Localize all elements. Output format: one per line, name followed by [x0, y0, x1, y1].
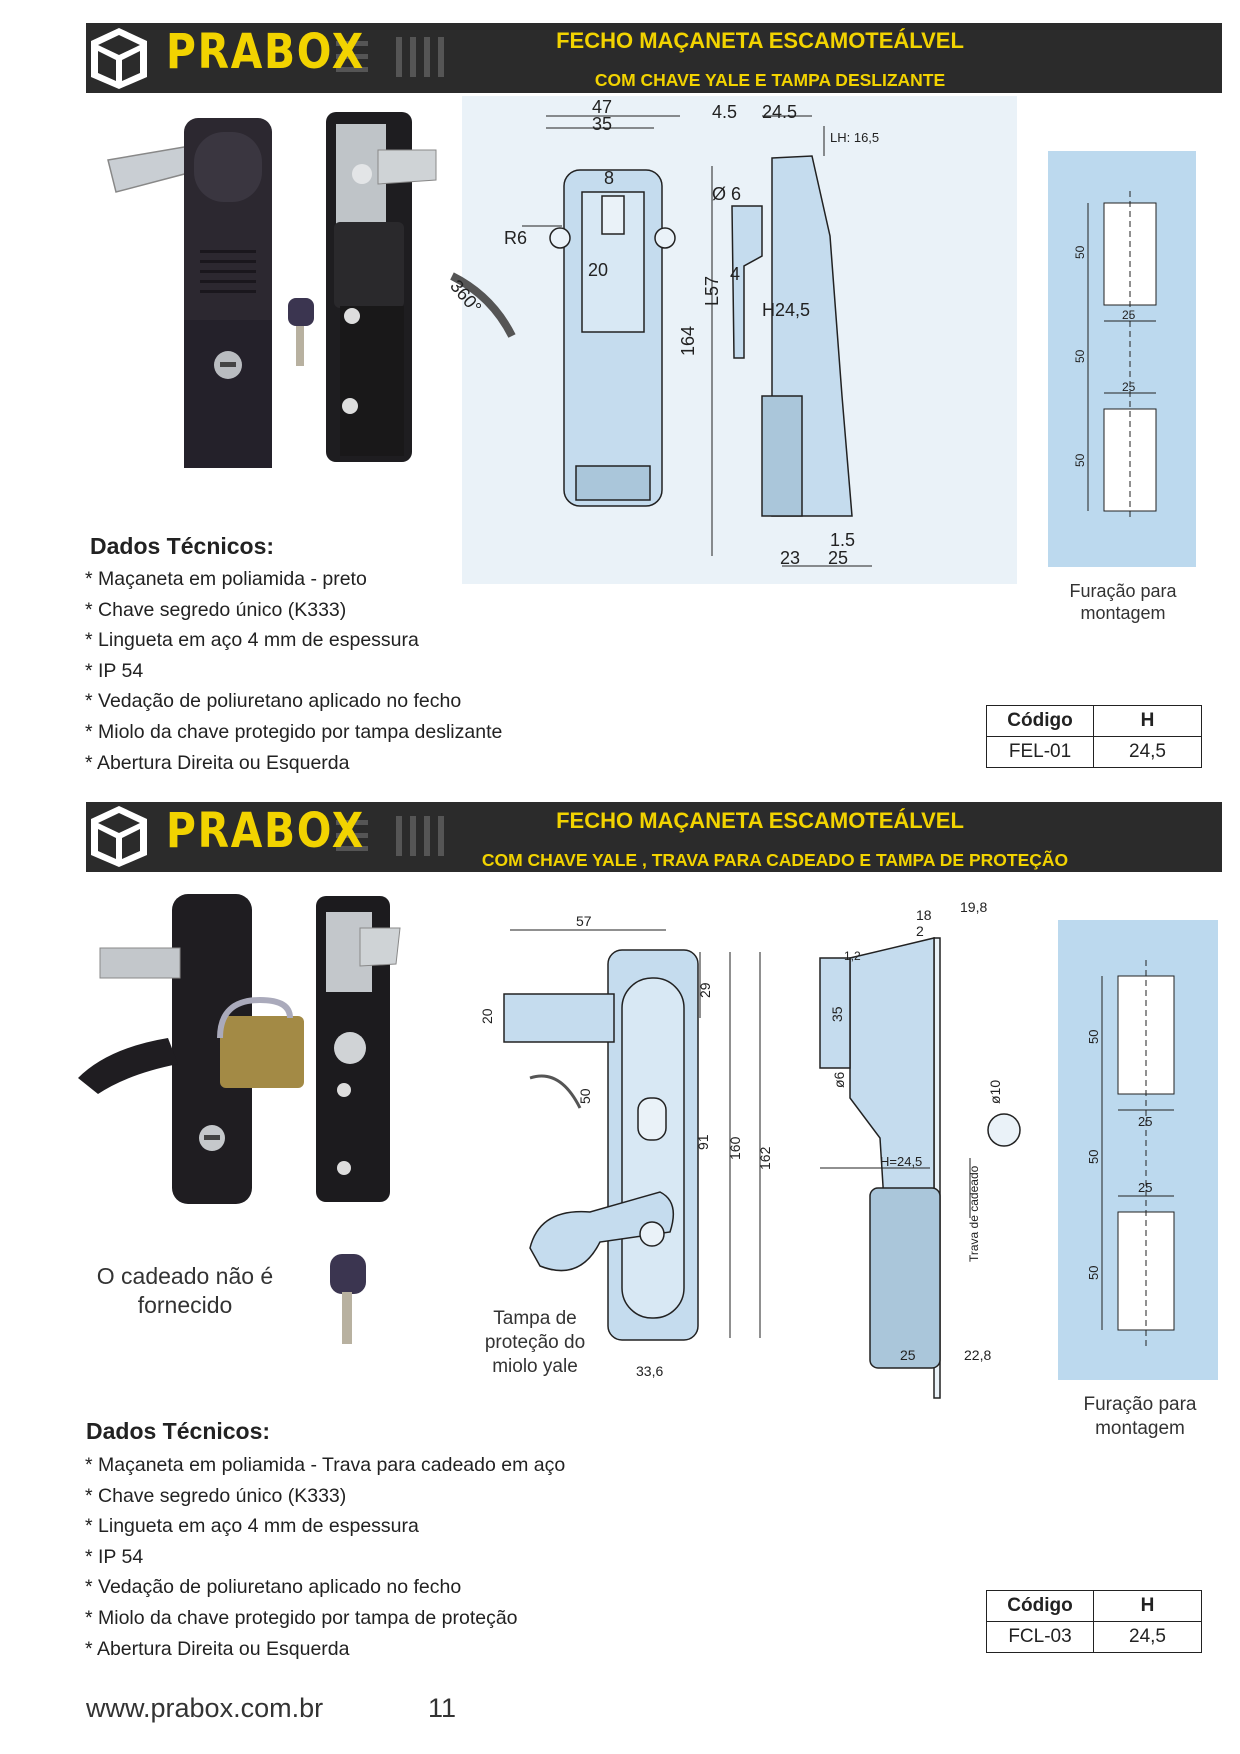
table-cell-h: 24,5: [1094, 1622, 1202, 1653]
footer-url[interactable]: www.prabox.com.br: [86, 1693, 324, 1723]
technical-drawing-fel01: [446, 96, 1017, 584]
dim-24-5: 24.5: [762, 102, 798, 122]
dim-18: 18: [916, 907, 932, 923]
section1-title-line1: FECHO MAÇANETA ESCAMOTEÁLVEL: [556, 28, 964, 53]
dim-160: 160: [727, 1136, 743, 1160]
dim-4-5: 4.5: [712, 102, 738, 122]
dim-360: 360°: [446, 276, 486, 318]
dim-57: 57: [576, 913, 592, 929]
section2-title-line1: FECHO MAÇANETA ESCAMOTEÁLVEL: [556, 808, 964, 833]
dim-h24-5: H24,5: [762, 300, 811, 320]
furac1-h25b: 25: [1122, 380, 1136, 394]
dim-20: 20: [479, 1008, 495, 1024]
dim-23: 23: [780, 548, 801, 568]
dim-20: 20: [588, 260, 609, 280]
dim-35: 35: [829, 1006, 845, 1022]
dim-1-2: 1,2: [844, 949, 861, 963]
furacao-drawing-fel01: [1048, 151, 1196, 567]
dim-33-6: 33,6: [636, 1363, 664, 1379]
brand-name: PRABOX: [166, 803, 365, 859]
dim-l57: L57: [702, 275, 722, 306]
table-header-codigo: Código: [987, 706, 1094, 737]
spec-item: * IP 54: [85, 1542, 565, 1573]
section1-heading: Dados Técnicos:: [90, 533, 275, 559]
dim-50: 50: [577, 1088, 593, 1104]
spec-item: * Maçaneta em poliamida - preto: [85, 564, 502, 595]
dim-91: 91: [695, 1134, 711, 1150]
furacao-caption-fcl03: Furação para montagem: [1083, 1394, 1197, 1439]
table-cell-h: 24,5: [1094, 737, 1202, 768]
dim-29: 29: [697, 982, 713, 998]
section2-title-line2: COM CHAVE YALE , TRAVA PARA CADEADO E TAMPA DE PROTEÇÃO: [481, 850, 1069, 870]
dim-dia-10: ø10: [987, 1079, 1003, 1104]
table-cell-code: FCL-03: [987, 1622, 1094, 1653]
dim-r6: R6: [504, 228, 528, 248]
furac2-v50b: 50: [1086, 1149, 1101, 1164]
box-logo-icon: [88, 25, 150, 91]
furac2-v50c: 50: [1086, 1265, 1101, 1280]
padlock-note: O cadeado não é fornecido: [96, 1263, 274, 1318]
furac1-h25a: 25: [1122, 308, 1136, 322]
section1-spec-list: [85, 564, 502, 778]
table-header-h: H: [1094, 1591, 1202, 1622]
spec-item: * Vedação de poliuretano aplicado no fecho: [85, 686, 502, 717]
furac2-v50a: 50: [1086, 1029, 1101, 1044]
section1-code-table: [986, 705, 1202, 768]
table-cell-code: FEL-01: [987, 737, 1094, 768]
dim-dia-6: ø6: [831, 1071, 847, 1088]
section1-title-line2: COM CHAVE YALE E TAMPA DESLIZANTE: [594, 70, 946, 90]
dim-1-5: 1.5: [830, 530, 856, 550]
dim-trava-cadeado: Trava de cadeado: [967, 1165, 981, 1262]
furac1-v50b: 50: [1073, 349, 1087, 363]
furac2-h25b: 25: [1138, 1180, 1153, 1195]
spec-item: * Miolo da chave protegido por tampa deslizante: [85, 717, 502, 748]
dim-lh: LH: 16,5: [830, 130, 880, 145]
dim-25: 25: [828, 548, 849, 568]
furac1-v50a: 50: [1073, 245, 1087, 259]
spec-item: * Chave segredo único (K333): [85, 595, 502, 626]
table-header-codigo: Código: [987, 1591, 1094, 1622]
tampa-note: Tampa de proteção do miolo yale: [484, 1308, 586, 1377]
spec-item: * Maçaneta em poliamida - Trava para cadeado em aço: [85, 1450, 565, 1481]
spec-item: * IP 54: [85, 656, 502, 687]
spec-item: * Lingueta em aço 4 mm de espessura: [85, 625, 502, 656]
dim-2: 2: [916, 923, 924, 939]
furac1-v50c: 50: [1073, 453, 1087, 467]
furacao-caption-fel01: Furação para montagem: [1069, 581, 1177, 623]
furac2-h25a: 25: [1138, 1114, 1153, 1129]
furacao-drawing-fcl03: [1058, 920, 1218, 1380]
dim-25: 25: [900, 1347, 916, 1363]
product-photo-fel01: [100, 110, 440, 480]
dim-35: 35: [592, 114, 613, 134]
spec-item: * Vedação de poliuretano aplicado no fecho: [85, 1572, 565, 1603]
key-icon: [326, 1252, 374, 1348]
spec-item: * Abertura Direita ou Esquerda: [85, 748, 502, 779]
dim-h24-5: H=24,5: [880, 1154, 923, 1169]
dim-4: 4: [730, 264, 741, 284]
section2-spec-list: [85, 1450, 565, 1664]
dim-19-8: 19,8: [960, 899, 988, 915]
dim-162: 162: [757, 1146, 773, 1170]
dim-8: 8: [604, 168, 615, 188]
section2-heading: Dados Técnicos:: [86, 1418, 271, 1444]
product-photo-fcl03: [70, 888, 400, 1210]
dim-47: 47: [592, 97, 613, 117]
brand-name: PRABOX: [166, 24, 365, 80]
section2-code-table: [986, 1590, 1202, 1653]
box-logo-icon: [88, 803, 150, 869]
spec-item: * Miolo da chave protegido por tampa de proteção: [85, 1603, 565, 1634]
table-header-h: H: [1094, 706, 1202, 737]
spec-item: * Lingueta em aço 4 mm de espessura: [85, 1511, 565, 1542]
page-number: 11: [428, 1693, 457, 1723]
dim-dia-6: Ø 6: [712, 184, 742, 204]
spec-item: * Chave segredo único (K333): [85, 1481, 565, 1512]
dim-22-8: 22,8: [964, 1347, 992, 1363]
dim-164: 164: [678, 325, 698, 356]
spec-item: * Abertura Direita ou Esquerda: [85, 1634, 565, 1665]
